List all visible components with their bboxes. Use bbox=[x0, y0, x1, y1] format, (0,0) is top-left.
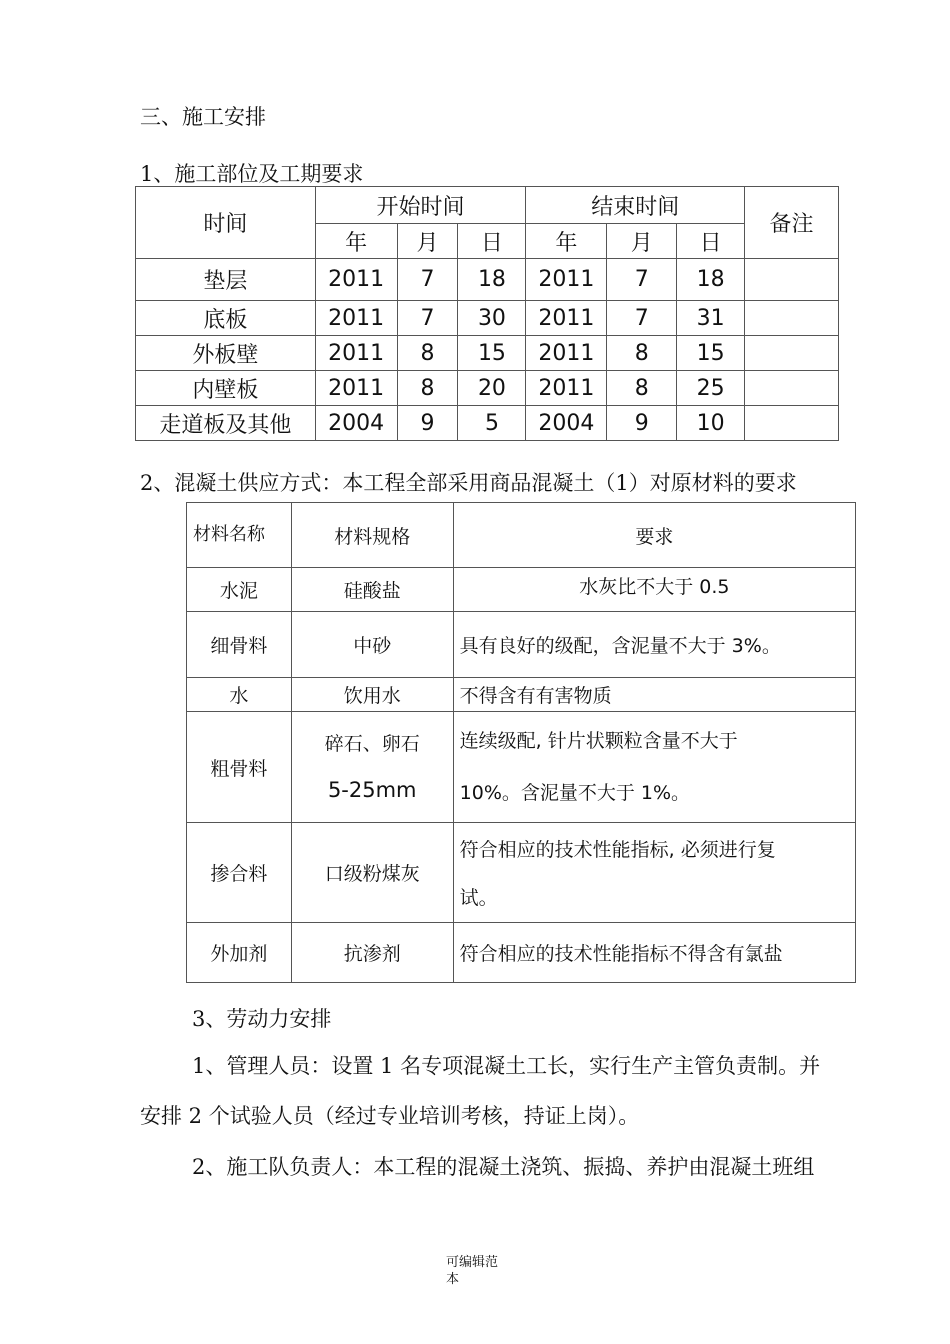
material-requirement-cell bbox=[453, 712, 855, 823]
material-name: 掺合料 bbox=[187, 823, 292, 923]
material-spec: 口级粉煤灰 bbox=[291, 823, 453, 923]
table-header-row bbox=[136, 187, 839, 224]
material-name: 外加剂 bbox=[187, 923, 292, 983]
end-month: 8 bbox=[607, 371, 677, 406]
schedule-table bbox=[135, 186, 839, 441]
material-requirement-cell bbox=[453, 823, 855, 923]
material-requirement-cont: 10%。含泥量不大于 1%。 bbox=[459, 782, 691, 804]
header-remark: 备注 bbox=[745, 187, 839, 259]
material-requirement: 不得含有有害物质 bbox=[453, 678, 855, 712]
part-name: 走道板及其他 bbox=[136, 406, 316, 441]
material-name: 水泥 bbox=[187, 568, 292, 612]
material-name: 细骨料 bbox=[187, 612, 292, 678]
material-spec-cell bbox=[291, 712, 453, 823]
end-month: 7 bbox=[607, 259, 677, 301]
start-month: 8 bbox=[397, 336, 458, 371]
material-spec: 饮用水 bbox=[291, 678, 453, 712]
subsection-labor-title: 3、劳动力安排 bbox=[192, 1007, 332, 1031]
header-material-name: 材料名称 bbox=[187, 503, 292, 568]
end-year: 2011 bbox=[526, 259, 607, 301]
paragraph-team-leader: 2、施工队负责人：本工程的混凝土浇筑、振捣、养护由混凝土班组 bbox=[192, 1155, 815, 1179]
material-requirement: 具有良好的级配，含泥量不大于 3%。 bbox=[453, 612, 855, 678]
material-requirement: 符合相应的技术性能指标, 必须进行复 bbox=[459, 838, 776, 861]
table-row bbox=[187, 612, 856, 678]
end-day: 15 bbox=[677, 336, 745, 371]
header-start-time: 开始时间 bbox=[315, 187, 526, 224]
end-day: 18 bbox=[677, 259, 745, 301]
start-year: 2011 bbox=[315, 336, 397, 371]
end-day: 25 bbox=[677, 371, 745, 406]
part-name: 垫层 bbox=[136, 259, 316, 301]
remark bbox=[745, 406, 839, 441]
footer-line1: 可编辑范 bbox=[446, 1255, 499, 1270]
material-requirement: 连续级配, 针片状颗粒含量不大于 bbox=[459, 730, 738, 752]
header-end-day: 日 bbox=[677, 224, 745, 259]
start-year: 2011 bbox=[315, 259, 397, 301]
material-spec: 硅酸盐 bbox=[291, 568, 453, 612]
subsection-supply-title: 2、混凝土供应方式：本工程全部采用商品混凝土（1）对原材料的要求 bbox=[140, 471, 797, 495]
remark bbox=[745, 259, 839, 301]
header-material-spec: 材料规格 bbox=[291, 503, 453, 568]
end-month: 8 bbox=[607, 336, 677, 371]
material-spec: 抗渗剂 bbox=[291, 923, 453, 983]
end-month: 7 bbox=[607, 301, 677, 336]
start-month: 8 bbox=[397, 371, 458, 406]
part-name: 底板 bbox=[136, 301, 316, 336]
material-requirement: 符合相应的技术性能指标不得含有氯盐 bbox=[453, 923, 855, 983]
table-header-row bbox=[187, 503, 856, 568]
header-start-year: 年 bbox=[315, 224, 397, 259]
table-row bbox=[187, 678, 856, 712]
start-day: 5 bbox=[458, 406, 526, 441]
header-end-year: 年 bbox=[526, 224, 607, 259]
table-row bbox=[136, 406, 839, 441]
end-day: 10 bbox=[677, 406, 745, 441]
start-year: 2004 bbox=[315, 406, 397, 441]
end-day: 31 bbox=[677, 301, 745, 336]
paragraph-management-line1: 1、管理人员：设置 1 名专项混凝土工长，实行生产主管负责制。并 bbox=[192, 1054, 821, 1078]
subsection-schedule-title: 1、施工部位及工期要求 bbox=[140, 162, 364, 186]
material-requirement-cont: 试。 bbox=[459, 886, 498, 909]
start-year: 2011 bbox=[315, 371, 397, 406]
header-start-month: 月 bbox=[397, 224, 458, 259]
footer-line2: 本 bbox=[446, 1272, 460, 1287]
material-name: 水 bbox=[187, 678, 292, 712]
start-day: 30 bbox=[458, 301, 526, 336]
material-spec: 碎石、卵石 bbox=[324, 733, 420, 755]
table-row bbox=[136, 259, 839, 301]
materials-table bbox=[186, 502, 856, 983]
part-name: 内壁板 bbox=[136, 371, 316, 406]
material-name: 粗骨料 bbox=[187, 712, 292, 823]
remark bbox=[745, 336, 839, 371]
table-row bbox=[136, 301, 839, 336]
start-day: 15 bbox=[458, 336, 526, 371]
header-end-time: 结束时间 bbox=[526, 187, 745, 224]
table-row bbox=[136, 371, 839, 406]
end-year: 2004 bbox=[526, 406, 607, 441]
end-year: 2011 bbox=[526, 336, 607, 371]
start-month: 7 bbox=[397, 301, 458, 336]
table-row bbox=[187, 712, 856, 823]
table-row bbox=[187, 823, 856, 923]
end-month: 9 bbox=[607, 406, 677, 441]
start-month: 9 bbox=[397, 406, 458, 441]
header-time: 时间 bbox=[136, 187, 316, 259]
start-year: 2011 bbox=[315, 301, 397, 336]
header-end-month: 月 bbox=[607, 224, 677, 259]
part-name: 外板壁 bbox=[136, 336, 316, 371]
start-day: 18 bbox=[458, 259, 526, 301]
start-month: 7 bbox=[397, 259, 458, 301]
material-requirement: 水灰比不大于 0.5 bbox=[453, 568, 855, 612]
material-spec: 中砂 bbox=[291, 612, 453, 678]
header-requirement: 要求 bbox=[453, 503, 855, 568]
end-year: 2011 bbox=[526, 371, 607, 406]
material-spec-size: 5-25mm bbox=[327, 778, 417, 802]
end-year: 2011 bbox=[526, 301, 607, 336]
table-row bbox=[187, 923, 856, 983]
remark bbox=[745, 371, 839, 406]
start-day: 20 bbox=[458, 371, 526, 406]
header-start-day: 日 bbox=[458, 224, 526, 259]
table-row bbox=[136, 336, 839, 371]
table-row bbox=[187, 568, 856, 612]
section-title: 三、施工安排 bbox=[140, 105, 266, 129]
remark bbox=[745, 301, 839, 336]
paragraph-management-line2: 安排 2 个试验人员（经过专业培训考核，持证上岗）。 bbox=[140, 1104, 640, 1128]
